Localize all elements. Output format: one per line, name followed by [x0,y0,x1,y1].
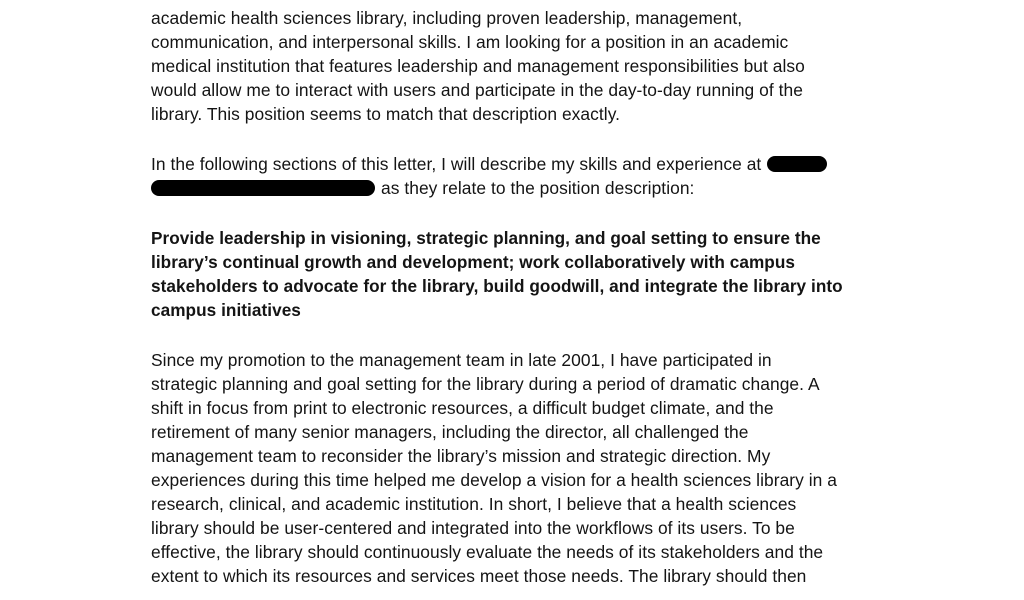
paragraph-3-line-5: management team to reconsider the library’s mission and strategic direction. My [151,446,771,466]
paragraph-3-line-8: library should be user-centered and integrated into the workflows of its users. To be [151,518,795,538]
paragraph-2-line-2-text: as they relate to the position description: [381,178,695,198]
section-heading-line-4: campus initiatives [151,300,301,320]
paragraph-2-line-1-text: In the following sections of this letter, I will describe my skills and experience at [151,154,762,174]
paragraph-3-line-9: effective, the library should continuously evaluate the needs of its stakeholders and the [151,542,824,562]
section-heading-line-2: library’s continual growth and development; work collaboratively with campus [151,252,795,272]
redaction-block-institution-part-1 [767,156,827,172]
section-heading-line-1: Provide leadership in visioning, strategic planning, and goal setting to ensure the [151,228,821,248]
paragraph-1-line-4: would allow me to interact with users and participate in the day-to-day running of the [151,80,803,100]
paragraph-1-line-3: medical institution that features leadership and management responsibilities but also [151,56,805,76]
paragraph-3-line-7: research, clinical, and academic institution. In short, I believe that a health sciences [151,494,797,514]
paragraph-3-line-1: Since my promotion to the management team in late 2001, I have participated in [151,350,772,370]
paragraph-1-line-5: library. This position seems to match that description exactly. [151,104,621,124]
paragraph-3-line-4: retirement of many senior managers, including the director, all challenged the [151,422,749,442]
paragraph-3-line-3: shift in focus from print to electronic resources, a difficult budget climate, and the [151,398,774,418]
paragraph-3-line-10: extent to which its resources and services meet those needs. The library should then [151,566,807,586]
paragraph-1-line-1: academic health sciences library, including proven leadership, management, [151,8,743,28]
paragraph-2-line-1 [151,152,827,176]
redaction-block-institution-part-2 [151,180,375,196]
paragraph-2-line-2 [151,176,694,200]
section-heading-line-3: stakeholders to advocate for the library, build goodwill, and integrate the library into [151,276,843,296]
paragraph-1-line-2: communication, and interpersonal skills. I am looking for a position in an academic [151,32,789,52]
paragraph-3-line-2: strategic planning and goal setting for the library during a period of dramatic change. A [151,374,820,394]
paragraph-3-line-6: experiences during this time helped me develop a vision for a health sciences library in a [151,470,838,490]
